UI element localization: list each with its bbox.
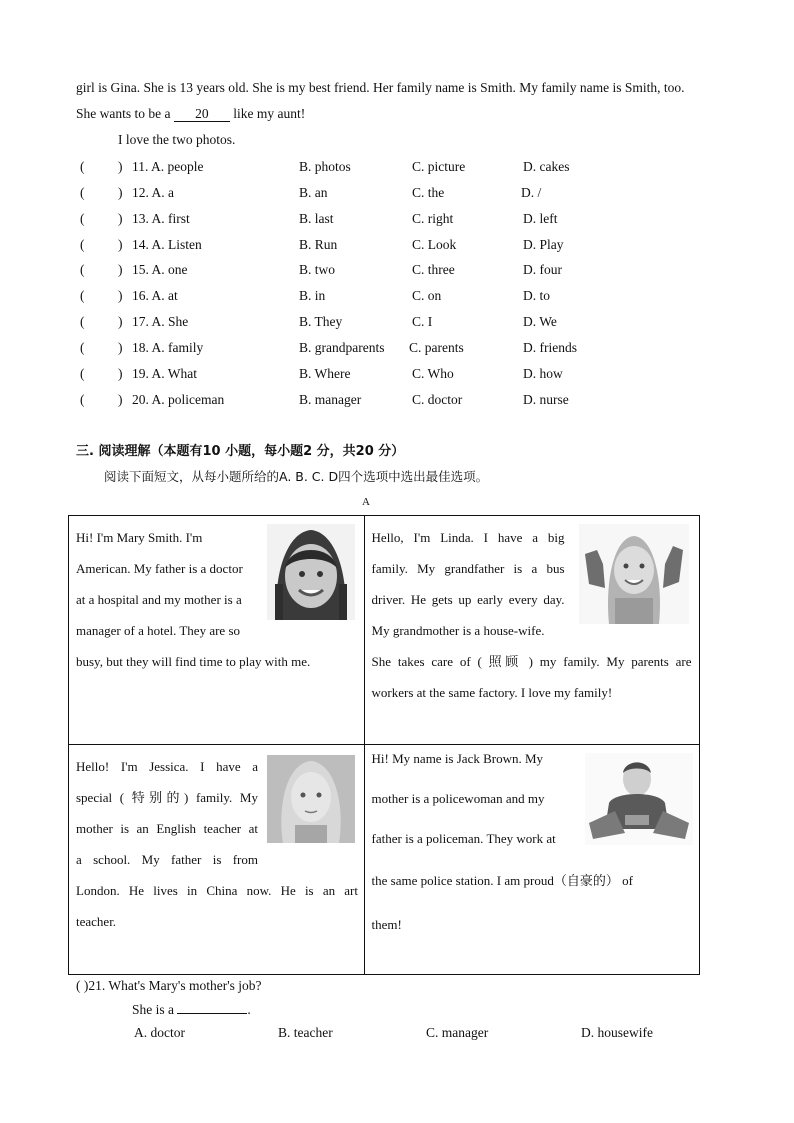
mary-line-3: at a hospital and my mother is a [76,592,242,607]
jessica-line-2-text: special ( 特别的) family. My [76,790,258,805]
question-21-blank[interactable] [177,1013,247,1014]
option-a[interactable]: 14. A. Listen [132,237,202,252]
question-21: ( )21. What's Mary's mother's job? [76,978,262,993]
jessica-line-5-text: London. He lives in China now. He is an art [76,883,358,898]
option-b[interactable]: B. They [299,314,343,329]
option-a[interactable]: 16. A. at [132,288,178,303]
option-d[interactable]: D. how [523,366,563,381]
jack-line-2: mother is a policewoman and my [371,791,545,806]
option-c[interactable]: C. I [412,314,433,329]
linda-photo [579,524,689,624]
q21-option-c[interactable]: C. manager [426,1025,489,1040]
answer-paren-open[interactable]: ( [80,392,85,407]
answer-paren-close: ) [118,237,123,252]
option-a[interactable]: 19. A. What [132,366,197,381]
option-c[interactable]: C. Look [412,237,457,252]
linda-line-1-text: Hello, I'm Linda. I have a big [371,530,565,545]
option-d[interactable]: D. four [523,262,562,277]
passage-line-2 [76,106,305,122]
answer-paren-open[interactable]: ( [80,159,85,174]
question-21-period: . [247,1002,251,1017]
answer-paren-close: ) [118,288,123,303]
option-a[interactable]: 17. A. She [132,314,189,329]
option-d[interactable]: D. Play [523,237,564,252]
option-b[interactable]: B. an [299,185,328,200]
linda-line-1 [372,522,565,553]
answer-paren-open[interactable]: ( [80,314,85,329]
reading-table [68,515,700,975]
mary-line-2: American. My father is a doctor [76,561,243,576]
linda-line-3 [372,584,565,615]
linda-line-6: workers at the same factory. I love my family! [371,685,613,700]
option-a[interactable]: 12. A. a [132,185,174,200]
card-linda [364,516,699,745]
option-a[interactable]: 20. A. policeman [132,392,225,407]
option-c[interactable]: C. on [412,288,442,303]
option-c[interactable]: C. Who [412,366,454,381]
answer-paren-open[interactable]: ( [80,211,85,226]
mary-line-1: Hi! I'm Mary Smith. I'm [76,530,203,545]
jessica-line-5 [76,875,358,906]
mary-line-5: busy, but they will find time to play with me. [76,654,311,669]
option-d[interactable]: D. We [523,314,557,329]
option-d[interactable]: D. / [521,185,542,200]
answer-paren-open[interactable]: ( [80,366,85,381]
answer-paren-close: ) [118,392,123,407]
option-a[interactable]: 15. A. one [132,262,188,277]
linda-line-4: My grandmother is a house-wife. [371,623,545,638]
jessica-line-3 [76,813,258,844]
option-b[interactable]: B. grandparents [299,340,385,355]
answer-paren-open[interactable]: ( [80,237,85,252]
passage-line-2-pre: She wants to be a [76,106,171,121]
answer-paren-open[interactable]: ( [80,340,85,355]
passage-line-1: girl is Gina. She is 13 years old. She is my best friend. Her family name is Smith. My family name is Smith, too. [76,80,685,95]
jessica-line-1-text: Hello! I'm Jessica. I have a [76,759,258,774]
jessica-line-2 [76,782,258,813]
card-mary [69,516,365,745]
answer-paren-close: ) [118,366,123,381]
option-c[interactable]: C. parents [409,340,464,355]
answer-paren-close: ) [118,340,123,355]
jessica-line-4-text: a school. My father is from [76,852,258,867]
linda-line-2 [372,553,565,584]
jack-line-1: Hi! My name is Jack Brown. My [371,751,544,766]
answer-paren-close: ) [118,211,123,226]
q21-option-d[interactable]: D. housewife [581,1025,653,1040]
answer-paren-open[interactable]: ( [80,185,85,200]
section-3-instruction: 阅读下面短文，从每小题所给的A. B. C. D四个选项中选出最佳选项。 [104,469,489,484]
linda-line-5-text: She takes care of ( 照顾 ) my family. My parents are [371,654,692,669]
option-b[interactable]: B. photos [299,159,351,174]
option-c[interactable]: C. right [412,211,454,226]
option-c[interactable]: C. the [412,185,445,200]
question-21-stem [132,1002,251,1018]
jessica-photo [267,755,355,843]
answer-paren-open[interactable]: ( [80,262,85,277]
jack-line-3: father is a policeman. They work at [371,831,556,846]
option-a[interactable]: 13. A. first [132,211,190,226]
answer-paren-close: ) [118,159,123,174]
jack-line-5: them! [371,917,402,932]
answer-paren-close: ) [118,185,123,200]
answer-paren-open[interactable]: ( [80,288,85,303]
passage-line-3: I love the two photos. [118,132,236,147]
option-b[interactable]: B. Run [299,237,338,252]
option-c[interactable]: C. picture [412,159,466,174]
linda-line-3-text: driver. He gets up early every day. [371,592,565,607]
option-b[interactable]: B. manager [299,392,362,407]
jack-photo [585,753,693,845]
option-a[interactable]: 11. A. people [132,159,204,174]
section-3-title: 三. 阅读理解（本题有10 小题，每小题2 分，共20 分） [76,444,405,459]
passage-label: A [362,496,370,508]
answer-paren-close: ) [118,314,123,329]
option-b[interactable]: B. two [299,262,336,277]
jessica-line-4 [76,844,258,875]
option-b[interactable]: B. Where [299,366,351,381]
option-d[interactable]: D. cakes [523,159,570,174]
mary-photo [267,524,355,620]
q21-option-b[interactable]: B. teacher [278,1025,333,1040]
passage-line-2-post: like my aunt! [233,106,306,121]
mary-line-4: manager of a hotel. They are so [76,623,240,638]
card-jessica [69,745,365,975]
q21-option-a[interactable]: A. doctor [134,1025,185,1040]
option-b[interactable]: B. in [299,288,326,303]
linda-line-2-text: family. My grandfather is a bus [371,561,565,576]
option-d[interactable]: D. left [523,211,558,226]
jessica-line-1 [76,751,258,782]
answer-paren-close: ) [118,262,123,277]
option-d[interactable]: D. nurse [523,392,569,407]
option-d[interactable]: D. to [523,288,550,303]
jack-line-4: the same police station. I am proud（自豪的） of [371,873,633,888]
option-d[interactable]: D. friends [523,340,577,355]
jessica-line-6: teacher. [76,914,117,929]
linda-line-5 [372,646,692,677]
jessica-line-3-text: mother is an English teacher at [76,821,258,836]
blank-20[interactable]: 20 [174,107,230,122]
option-a[interactable]: 18. A. family [132,340,204,355]
card-jack [364,745,699,975]
question-21-stem-text: She is a [132,1002,174,1017]
option-b[interactable]: B. last [299,211,334,226]
option-c[interactable]: C. three [412,262,455,277]
option-c[interactable]: C. doctor [412,392,463,407]
